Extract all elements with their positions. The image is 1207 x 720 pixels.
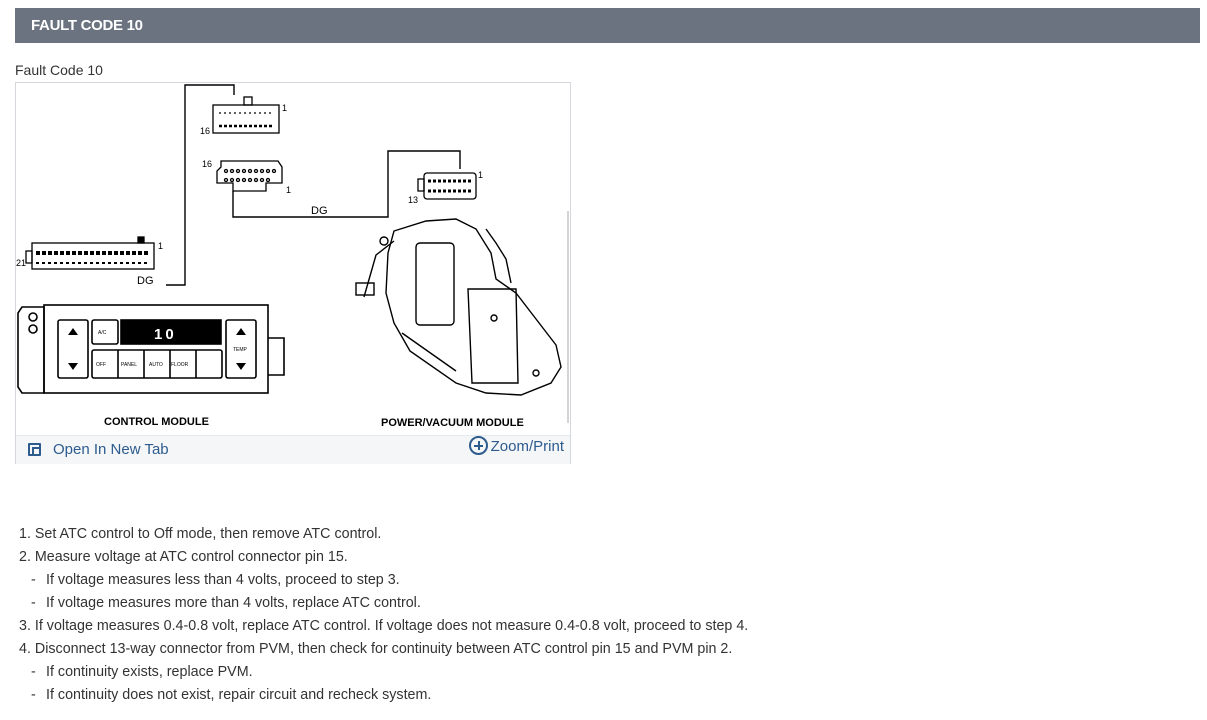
connector-21 [26, 237, 154, 269]
wire-color-label: DG [311, 205, 328, 217]
step-item [19, 523, 748, 546]
step-text: If continuity exists, replace PVM. [46, 664, 253, 680]
bullet-dash: - [31, 687, 36, 703]
wire-color-label: DG [137, 275, 154, 287]
display-readout: 10 [154, 326, 177, 343]
step-text: 1. Set ATC control to Off mode, then remove ATC control. [19, 526, 382, 542]
button-label: TEMP [233, 347, 247, 353]
wire-left [166, 85, 234, 285]
step-item [19, 615, 748, 638]
step-text: 4. Disconnect 13-way connector from PVM, then check for continuity between ATC control pin 15 and PVM pin 2. [19, 641, 733, 657]
section-header [15, 8, 1200, 43]
button-label: FLOOR [171, 362, 189, 368]
bullet-dash: - [31, 595, 36, 611]
pin-label: 21 [16, 258, 27, 268]
figure-caption: Fault Code 10 [15, 62, 103, 78]
step-text: If continuity does not exist, repair circuit and recheck system. [46, 687, 432, 703]
pin-label: 1 [282, 103, 288, 113]
zoom-plus-icon [469, 436, 488, 455]
step-subitem [19, 569, 748, 592]
wiring-diagram [16, 83, 570, 435]
step-item [19, 638, 748, 661]
button-label: OFF [96, 362, 106, 368]
power-vacuum-module-label: POWER/VACUUM MODULE [381, 417, 524, 429]
step-text: If voltage measures more than 4 volts, replace ATC control. [46, 595, 421, 611]
zoom-print-label: Zoom/Print [490, 438, 564, 455]
pin-label: 1 [286, 185, 292, 195]
bullet-dash: - [31, 664, 36, 680]
procedure-steps [19, 523, 748, 707]
button-label: AUTO [149, 362, 163, 368]
pin-label: 16 [200, 126, 211, 136]
connector-top [213, 97, 279, 133]
step-subitem [19, 592, 748, 615]
step-text: 3. If voltage measures 0.4-0.8 volt, replace ATC control. If voltage does not measure 0.4-0.8 volt, proceed to step 4. [19, 618, 749, 634]
pin-label: 16 [202, 159, 213, 169]
bullet-dash: - [31, 572, 36, 588]
section-title: FAULT CODE 10 [31, 17, 143, 34]
power-vacuum-module-drawing [356, 219, 561, 395]
connector-mid [217, 161, 282, 191]
pin-label: 1 [158, 241, 164, 251]
wiring-diagram-figure [15, 82, 571, 464]
step-text: If voltage measures less than 4 volts, proceed to step 3. [46, 572, 400, 588]
pin-label: 1 [478, 170, 484, 180]
step-text: 2. Measure voltage at ATC control connector pin 15. [19, 549, 348, 565]
pin-label: 13 [408, 195, 419, 205]
button-label: A/C [98, 330, 107, 336]
step-item [19, 546, 748, 569]
button-label: PANEL [121, 362, 138, 368]
connector-13 [418, 173, 476, 199]
open-in-new-tab-link[interactable] [28, 441, 169, 458]
zoom-print-link[interactable] [469, 437, 564, 456]
figure-toolbar [16, 435, 570, 464]
step-subitem [19, 684, 748, 707]
step-subitem [19, 661, 748, 684]
control-module-label: CONTROL MODULE [104, 416, 209, 428]
open-new-tab-icon [28, 443, 41, 456]
open-in-new-tab-label: Open In New Tab [53, 441, 169, 458]
